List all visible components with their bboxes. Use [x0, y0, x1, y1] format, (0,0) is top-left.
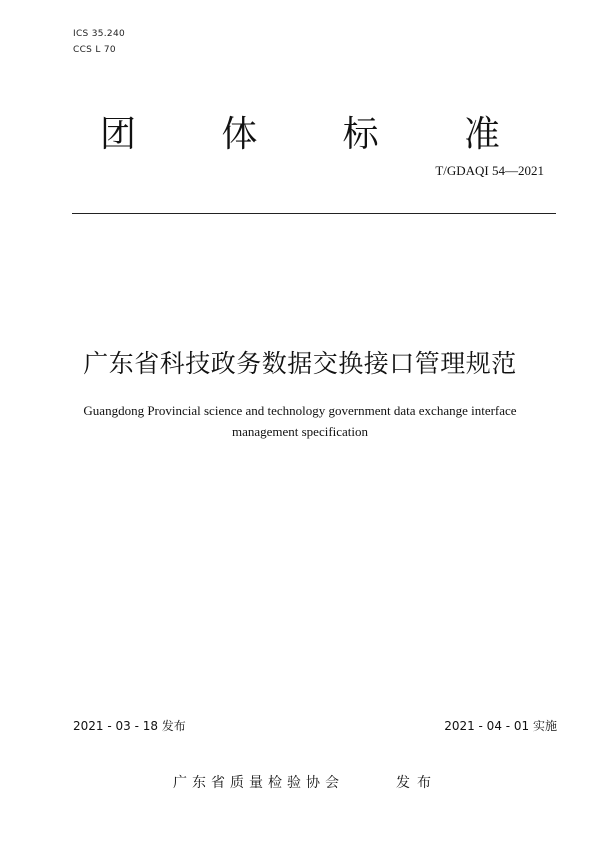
- header-divider: [72, 213, 556, 214]
- implementation-date: 2021 - 04 - 01 实施: [444, 719, 557, 733]
- standard-number: T/GDAQI 54—2021: [435, 163, 544, 178]
- standard-type-char: 团: [100, 114, 137, 155]
- publisher-name: 广东省质量检验协会: [173, 775, 344, 791]
- title-english: [60, 400, 540, 442]
- standard-type-heading: [100, 110, 500, 160]
- standard-type-char: 体: [221, 114, 258, 155]
- standard-type-char: 准: [463, 114, 500, 155]
- title-chinese: 广东省科技政务数据交换接口管理规范: [83, 349, 517, 378]
- ccs-code: CCS L 70: [73, 45, 116, 55]
- standard-type-char: 标: [342, 114, 379, 155]
- publish-label: 发布: [396, 775, 438, 791]
- title-english-line: Guangdong Provincial science and technology government data exchange interface: [83, 403, 517, 418]
- issue-date: 2021 - 03 - 18 发布: [73, 719, 186, 733]
- title-english-line: management specification: [231, 424, 369, 439]
- ics-code: ICS 35.240: [73, 29, 126, 39]
